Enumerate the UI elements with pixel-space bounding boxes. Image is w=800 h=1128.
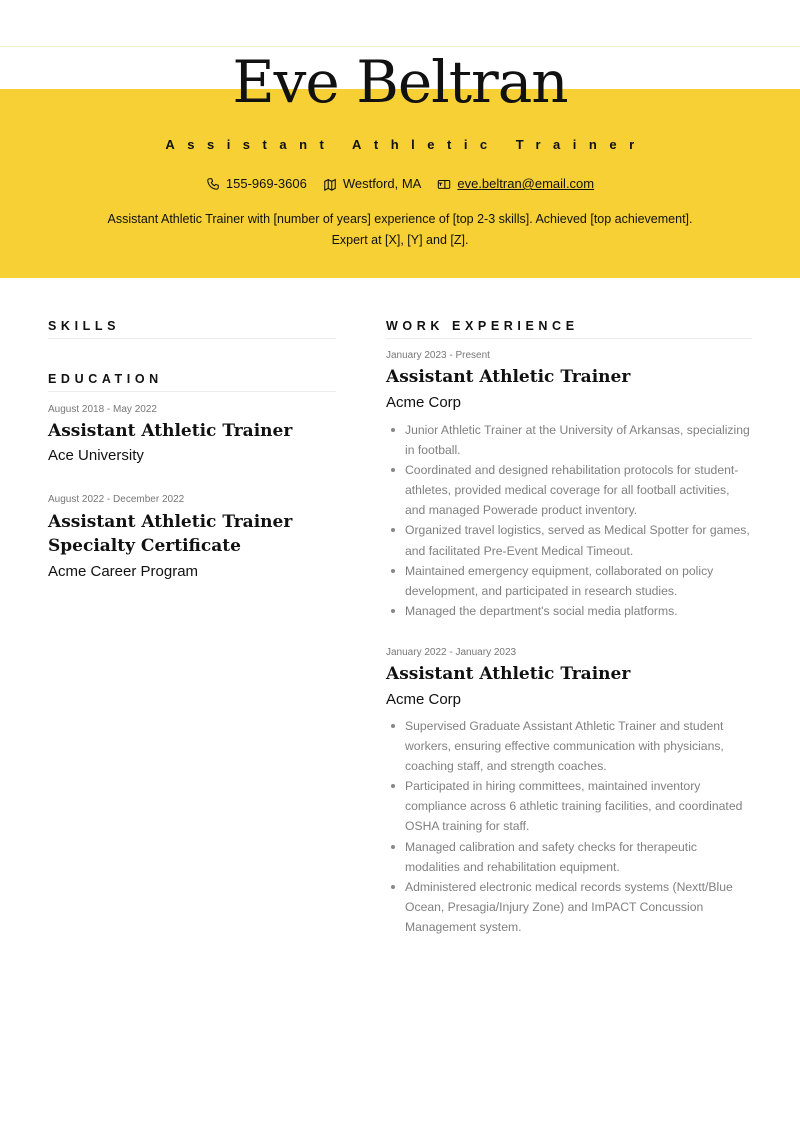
education-school: Acme Career Program (48, 563, 199, 580)
education-title: Assistant Athletic Trainer Specialty Certificate (48, 512, 293, 556)
list-item: Participated in hiring committees, maintained inventory compliance across 6 athletic training facilities, and coordinated OSHA training for staff. (386, 776, 752, 836)
skills-heading: SKILLS (48, 319, 121, 333)
job-bullets (386, 716, 752, 937)
mailbox-icon (437, 177, 451, 191)
list-item: Junior Athletic Trainer at the University of Arkansas, specializing in football. (386, 420, 752, 460)
contact-location (323, 175, 422, 193)
job-bullets (386, 420, 752, 621)
list-item: Managed calibration and safety checks for therapeutic modalities and rehabilitation equipment. (386, 837, 752, 877)
contact-phone[interactable] (206, 175, 307, 193)
phone-icon (206, 177, 220, 191)
education-title: Assistant Athletic Trainer (48, 421, 293, 441)
skills-rule (48, 338, 336, 339)
job-company: Acme Corp (386, 691, 462, 708)
education-date: August 2018 - May 2022 (48, 404, 157, 415)
location-text: Westford, MA (342, 176, 422, 191)
education-school: Ace University (48, 447, 144, 464)
contact-email[interactable] (437, 175, 594, 193)
candidate-name: Eve Beltran (232, 48, 568, 116)
job-date: January 2023 - Present (386, 350, 490, 361)
list-item: Administered electronic medical records systems (Nextt/Blue Ocean, Presagia/Injury Zone) and ImPACT Concussion Management system. (386, 877, 752, 937)
job-date: January 2022 - January 2023 (386, 647, 517, 658)
education-rule (48, 391, 336, 392)
contact-row (0, 175, 800, 193)
work-experience-rule (386, 338, 752, 339)
job-title-entry: Assistant Athletic Trainer (386, 664, 631, 684)
list-item: Maintained emergency equipment, collaborated on policy development, and participated in research studies. (386, 561, 752, 601)
list-item: Supervised Graduate Assistant Athletic Trainer and student workers, ensuring effective communication with physicians, coaching staff, and strength coaches. (386, 716, 752, 776)
list-item: Organized travel logistics, served as Medical Spotter for games, and facilitated Pre-Event Medical Timeout. (386, 520, 752, 560)
job-company: Acme Corp (386, 394, 462, 411)
job-title-entry: Assistant Athletic Trainer (386, 367, 631, 387)
education-heading: EDUCATION (48, 372, 163, 386)
email-link[interactable]: eve.beltran@email.com (457, 176, 595, 191)
list-item: Coordinated and designed rehabilitation protocols for student-athletes, provided medical coverage for all football activities, and managed Powerade product inventory. (386, 460, 752, 520)
list-item: Managed the department's social media platforms. (386, 601, 752, 621)
education-date: August 2022 - December 2022 (48, 494, 185, 505)
profile-summary: Assistant Athletic Trainer with [number of years] experience of [top 2-3 skills]. Achieved [top achievement]. Expert at [X], [Y] and [Z]. (107, 212, 693, 247)
map-icon (323, 177, 337, 191)
job-title: Assistant Athletic Trainer (165, 137, 647, 152)
work-experience-heading: WORK EXPERIENCE (386, 319, 579, 333)
phone-text: 155-969-3606 (225, 176, 307, 191)
